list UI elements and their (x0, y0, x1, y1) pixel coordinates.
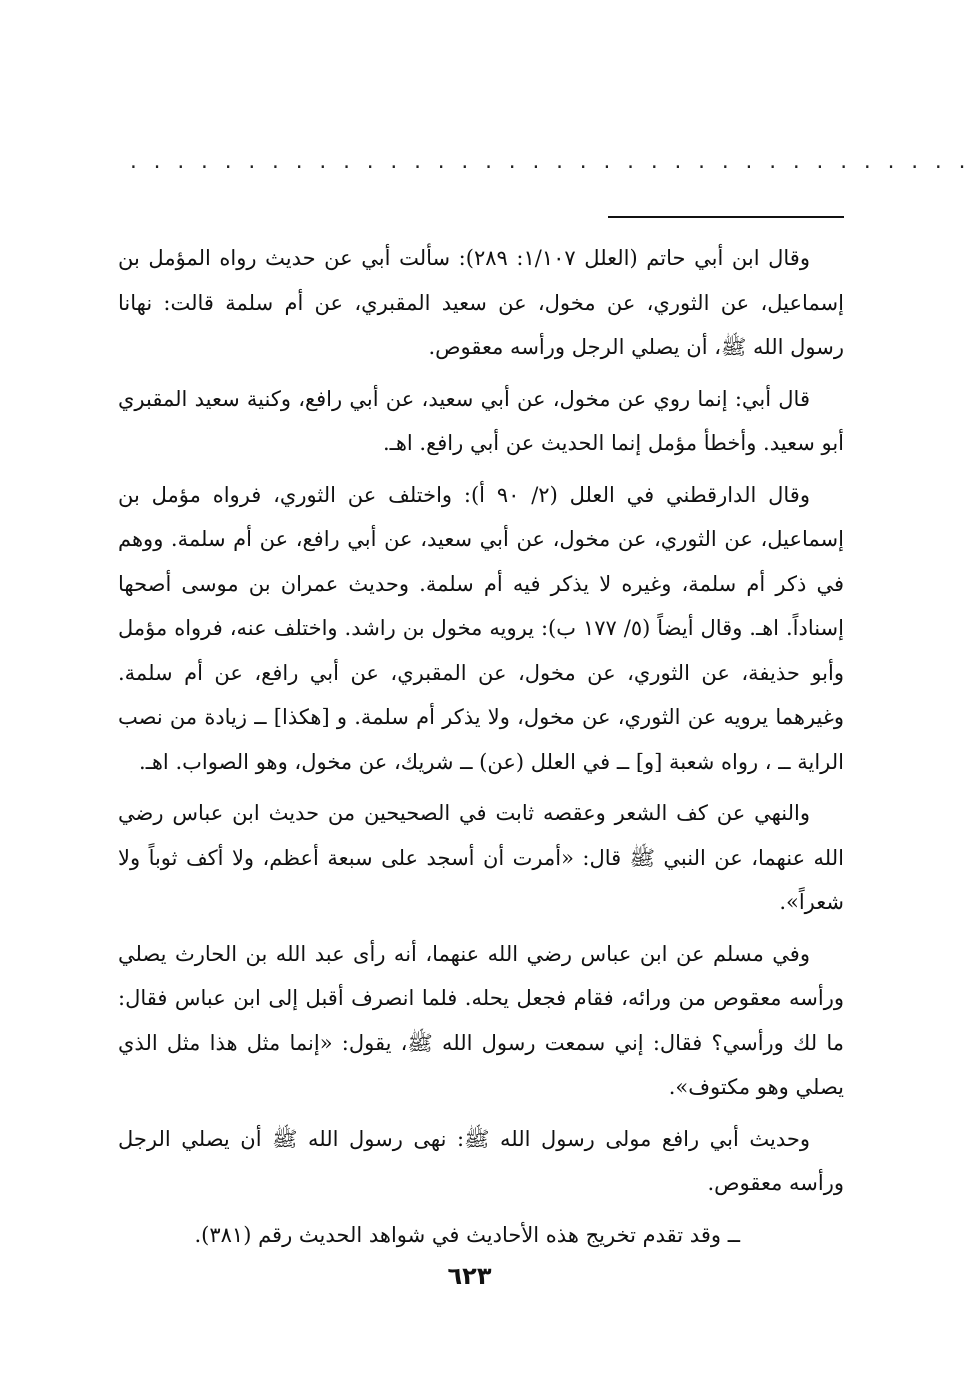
paragraph-cross-reference: ــ وقد تقدم تخريج هذه الأحاديث في شواهد الحديث رقم (٣٨١). (194, 1222, 740, 1247)
footnote-text (118, 236, 844, 1264)
dotted-separator: . . . . . . . . . . . . . . . . . . . . . . . . . . . . . . . . . . . . (128, 152, 968, 173)
paragraph-abi-rafi: وحديث أبي رافع مولى رسول الله ﷺ: نهى رسول الله ﷺ أن يصلي الرجل ورأسه معقوص. (118, 1126, 844, 1195)
paragraph-daraqutni: وقال الدارقطني في العلل (٢/ ٩٠ أ): واختلف عن الثوري، فرواه مؤمل بن إسماعيل، عن الثوري، عن مخول، عن أبي سعيد، عن أبي رافع، عن أم سلمة. ووهم في ذكر أم سلمة، وغيره لا يذكر فيه أم سلمة. وحديث عمران بن موسى أصحها إسناداً. اهـ. وقال أيضاً (٥/ ١٧٧ ب): يرويه مخول بن راشد. واختلف عنه، فرواه مؤمل وأبو حذيفة، عن الثوري، عن مخول، عن المقبري، عن أبي رافع، عن أم سلمة. وغيرهما يرويه عن الثوري، عن مخول، ولا يذكر أم سلمة. و [هكذا] ــ زيادة من نصب الراية ــ ، رواه شعبة [و] ــ في العلل (عن) ــ شريك، عن مخول، وهو الصواب. اهـ. (118, 482, 844, 774)
footnote-rule (608, 216, 844, 218)
paragraph-muslim: وفي مسلم عن ابن عباس رضي الله عنهما، أنه رأى عبد الله بن الحارث يصلي ورأسه معقوص من ورائه، فقام فجعل يحله. فلما انصرف أقبل إلى ابن عباس فقال: ما لك ورأسي؟ فقال: إني سمعت رسول الله ﷺ، يقول: «إنما مثل هذا مثل الذي يصلي وهو مكتوف». (118, 941, 844, 1099)
paragraph-sahihain: والنهي عن كف الشعر وعقصه ثابت في الصحيحين من حديث ابن عباس رضي الله عنهما، عن النبي ﷺ قال: «أمرت أن أسجد على سبعة أعظم، ولا أكف ثوباً ولا شعراً». (118, 801, 844, 914)
paragraph-abi-hatim: وقال ابن أبي حاتم (العلل ١/١٠٧: ٢٨٩): سألت أبي عن حديث رواه المؤمل بن إسماعيل، عن الثوري، عن مخول، عن سعيد المقبري، عن أم سلمة قالت: نهانا رسول الله ﷺ، أن يصلي الرجل ورأسه معقوص. (118, 246, 844, 359)
page-number: ٦٢٣ (447, 1262, 492, 1290)
paragraph-abi-reply: قال أبي: إنما روي عن مخول، عن أبي سعيد، عن أبي رافع، وكنية سعيد المقبري أبو سعيد. وأخطأ مؤمل إنما الحديث عن أبي رافع. اهـ. (118, 386, 844, 455)
